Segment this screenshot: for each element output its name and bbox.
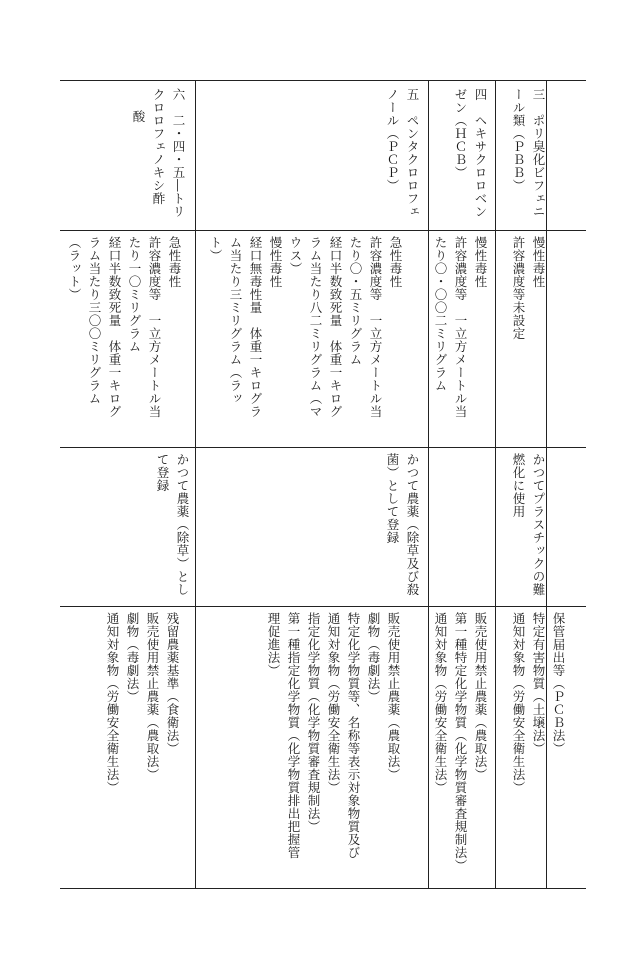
toxicity-info: 慢性毒性 許容濃度等 一立方メートル当 たり〇・〇〇二ミリグラム <box>433 236 488 418</box>
substance-name: 三 ポリ臭化ビフェニ ール類（ＰＢＢ） <box>511 88 546 218</box>
row-divider-4 <box>195 80 196 888</box>
usage-info: かつてプラスチックの難 燃化に使用 <box>511 453 546 596</box>
substance-name: 五 ペンタクロロフェ ノール（ＰＣＰ） <box>385 88 420 218</box>
substance-name: 六 二・四・五―トリ クロロフェノキシ酢 酸 <box>131 88 186 218</box>
table-top-rule <box>60 80 586 81</box>
toxicity-info: 急性毒性 許容濃度等 一立方メートル当 たり一〇ミリグラム 経口半数致死量 体重一キログ ラム当たり三〇〇ミリグラム （ラット） <box>67 236 182 418</box>
column-rule-law <box>60 606 586 607</box>
usage-info: かつて農薬（除草）とし て登録 <box>155 453 190 596</box>
law-info: 保管届出等（ＰＣＢ法） 特定有害物質（土壌法） 通知対象物（労働安全衛生法） <box>511 612 566 794</box>
toxicity-info: 急性毒性 許容濃度等 一立方メートル当 たり〇・五ミリグラム 経口半数致死量 体重一キログ ラム当たり八二ミリグラム（マ ウス） 慢性毒性 経口無毒性量 体重一キログラ ム当たり三ミリグラム（ラッ ト） <box>208 236 403 418</box>
usage-info: かつて農薬（除草及び殺 菌）として登録 <box>385 453 420 596</box>
substance-name: 四 ヘキサクロロベン ゼン（ＨＣＢ） <box>453 88 488 218</box>
law-info: 販売使用禁止農薬（農取法） 劇物（毒劇法） 特定化学物質等、名称等表示対象物質及び 通知対象物（労働安全衛生法） 指定化学物質（化学物質審査規制法） 第一種指定化学物質（化学物質排出把握管 理促進法） <box>266 612 401 859</box>
law-info: 残留農薬基準（食衛法） 販売使用禁止農薬（農取法） 劇物（毒劇法） 通知対象物（労働安全衛生法） <box>105 612 180 794</box>
row-divider-2 <box>495 80 496 888</box>
toxicity-info: 慢性毒性 許容濃度等未設定 <box>511 236 546 340</box>
law-info: 販売使用禁止農薬（農取法） 第一種特定化学物質（化学物質審査規制法） 通知対象物（労働安全衛生法） <box>433 612 488 872</box>
row-divider-3 <box>428 80 429 888</box>
column-rule-toxicity <box>60 230 586 231</box>
column-rule-use <box>60 447 586 448</box>
table-bottom-rule <box>60 888 586 889</box>
